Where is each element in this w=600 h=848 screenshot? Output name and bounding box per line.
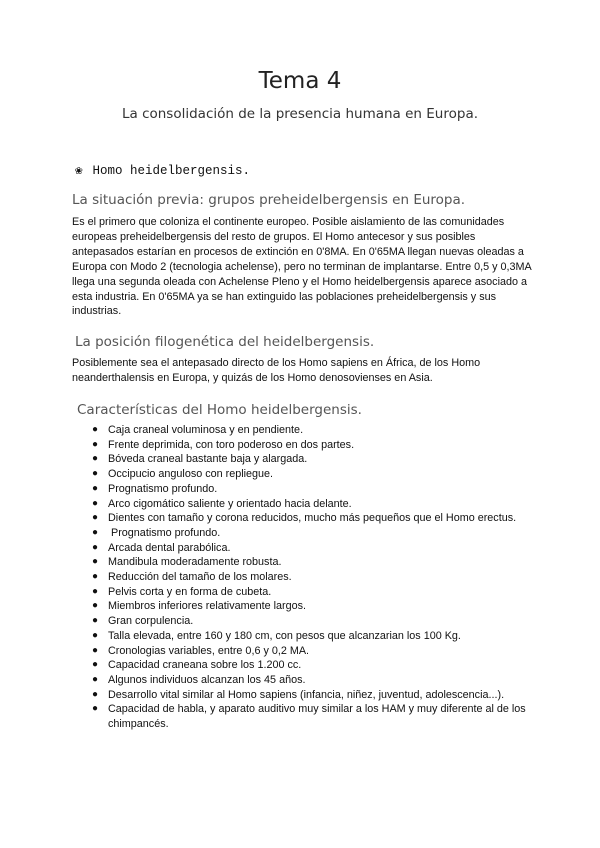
species-label: Homo heidelbergensis. [92,164,251,178]
bullet-icon: ● [92,438,99,450]
list-item [92,688,532,703]
list-item-text: Dientes con tamaño y corona reducidos, mucho más pequeños que el Homo erectus. [108,512,517,525]
list-item-text: Prognatismo profundo. [108,526,221,539]
list-item [92,570,532,585]
list-item-text: Talla elevada, entre 160 y 180 cm, con pesos que alcanzarian los 100 Kg. [108,629,461,642]
flower-icon: ❀ [75,164,83,178]
list-item-text: Arco cigomático saliente y orientado hacia delante. [108,497,352,510]
list-item-text: Pelvis corta y en forma de cubeta. [108,585,272,598]
list-item-text: Desarrollo vital similar al Homo sapiens (infancia, niñez, juventud, adolescencia...). [108,688,505,701]
section-body-posicion: Posiblemente sea el antepasado directo de los Homo sapiens en África, de los Homo neanderthalensis en Europa, y quizás de los Homo denosovienses en Asia. [72,357,481,384]
section-heading-situacion: La situación previa: grupos preheidelbergensis en Europa. [72,192,466,208]
list-item [92,673,532,688]
list-item [92,438,532,453]
bullet-icon: ● [92,585,99,597]
list-item [92,482,532,497]
bullet-icon: ● [92,688,99,700]
list-item [92,541,532,556]
bullet-icon: ● [92,497,99,509]
section-heading-posicion: La posición filogenética del heidelbergensis. [75,334,375,350]
list-item-text: Reducción del tamaño de los molares. [108,571,292,584]
list-item [92,644,532,659]
list-item-text: Gran corpulencia. [108,615,194,628]
bullet-icon: ● [92,556,99,568]
list-item [92,526,532,541]
section-body-situacion: Es el primero que coloniza el continente europeo. Posible aislamiento de las comunidades europeas preheidelbergensis del resto de grupos. El Homo antecesor y sus posibles antepasados estarían en procesos de extinción en 0'8MA. En 0'65MA llegan nuevas oleadas a Europa con Modo 2 (tecnologia achelense), pero no terminan de implantarse. Entre 0,5 y 0,3MA llega una segunda oleada con Achelense Pleno y el Homo heidelbergensis aparece asociado a esta industria. En 0'65MA ya se han extinguido las poblaciones preheidelbergensis y sus industrias. [72,216,532,318]
bullet-icon: ● [92,424,99,435]
page-subtitle: La consolidación de la presencia humana en Europa. [121,106,479,122]
list-item [92,497,532,512]
bullet-icon: ● [92,541,99,553]
characteristics-list [92,423,532,732]
bullet-icon: ● [92,512,99,524]
bullet-icon: ● [92,482,99,494]
list-item [92,555,532,570]
list-item-text: Capacidad craneana sobre los 1.200 cc. [108,659,302,672]
list-item [92,702,532,731]
list-item [92,658,532,673]
list-item-text: Bóveda craneal bastante baja y alargada. [108,453,308,466]
list-item-text: Frente deprimida, con toro poderoso en dos partes. [108,438,355,451]
bullet-icon: ● [92,644,99,656]
bullet-icon: ● [92,659,99,671]
list-item-text: Mandibula moderadamente robusta. [108,556,282,569]
list-item-text: Algunos individuos alcanzan los 45 años. [108,673,306,686]
bullet-icon: ● [92,453,99,465]
list-item [92,614,532,629]
list-item-text: Occipucio anguloso con repliegue. [108,468,274,481]
list-item-text: Capacidad de habla, y aparato auditivo muy similar a los HAM y muy diferente al de los chimpancés. [108,703,529,731]
list-item [92,629,532,644]
bullet-icon: ● [92,526,99,538]
list-item [92,511,532,526]
bullet-icon: ● [92,703,99,715]
bullet-icon: ● [92,673,99,685]
page-title: Tema 4 [258,68,342,94]
bullet-icon: ● [92,600,99,612]
list-item [92,599,532,614]
section-heading-caracteristicas: Características del Homo heidelbergensis. [77,402,362,418]
list-item [92,452,532,467]
list-item [92,423,532,438]
list-item [92,467,532,482]
species-heading [75,162,250,178]
list-item-text: Caja craneal voluminosa y en pendiente. [108,424,304,436]
list-item-text: Cronologias variables, entre 0,6 y 0,2 MA. [108,644,310,657]
bullet-icon: ● [92,615,99,627]
bullet-icon: ● [92,468,99,480]
list-item-text: Miembros inferiores relativamente largos. [108,600,307,613]
list-item-text: Arcada dental parabólica. [108,541,231,554]
bullet-icon: ● [92,629,99,641]
bullet-icon: ● [92,571,99,583]
list-item-text: Prognatismo profundo. [108,482,218,495]
list-item [92,585,532,600]
